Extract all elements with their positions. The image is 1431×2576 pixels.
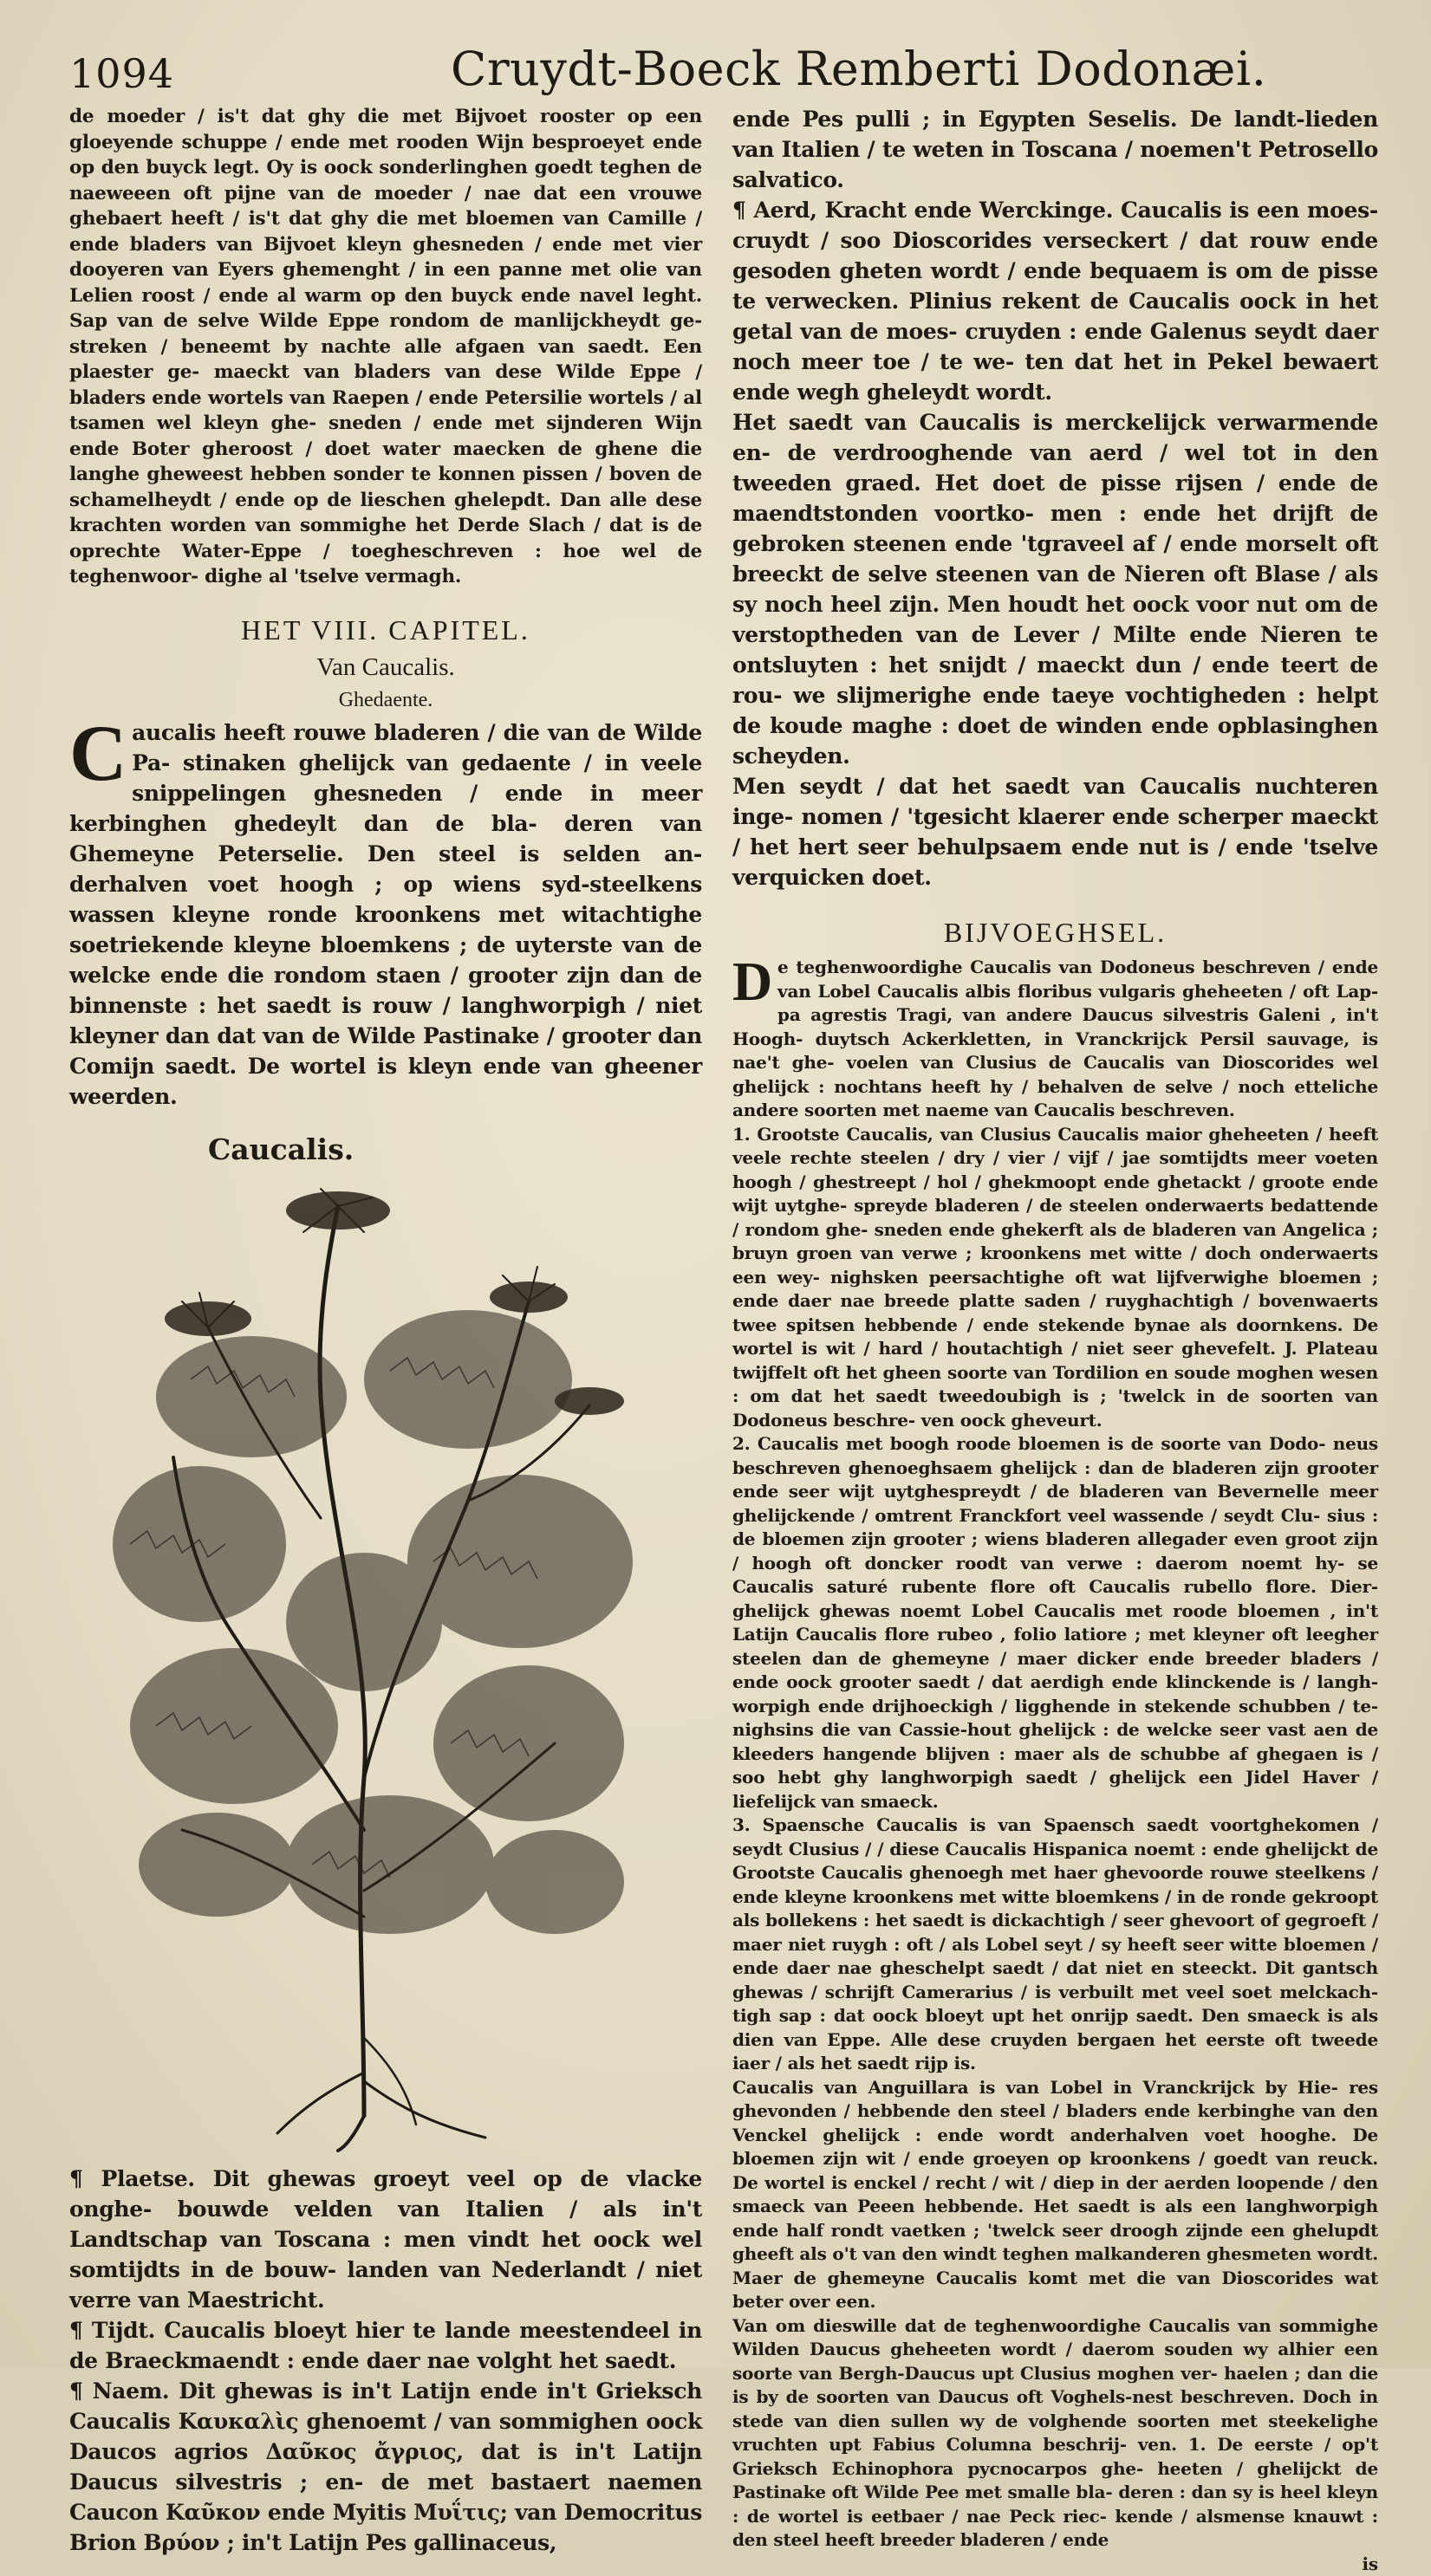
paragraph-1: 1. Grootste Caucalis, van Clusius Caucalis maior gheheeten / heeft veele rechte steelen / dry / vier / vijf / jae somtijdts meer voeten hoogh / ghestreept / hol / ghekmoopt ende ghetackt / groote ende wijt uytghe- spreyde bladeren / de steelen onderwaerts bedattende / rondom ghe- sneden ende ghekerft als de bladeren van Angelica ; bruyn groen van verwe ; kroonkens met witte / doch onderwaerts een wey- nighsken peersachtighe oft wat lijfverwighe bloemen ; ende daer nae breede platte saden / ruyghachtigh / bovenwaerts twee spitsen hebbende / ende stekende bynae als doornkens. De wortel is wit / hard / houtachtigh / niet seer ghevefelt. J. Plateau twijffelt oft het gheen soorte van Tordilion en soude moghen wesen : om dat het saedt tweedoubigh is ; 'twelck in de soorten van Dodoneus beschre- ven oock gheveurt. bbox=[732, 1123, 1378, 1433]
page-number: 1094 bbox=[69, 50, 174, 97]
drop-capital-d: D bbox=[732, 957, 772, 1006]
naem-continuation: ende Pes pulli ; in Egypten Seselis. De landt-lieden van Italien / te weten in Toscana / noemen't Petrosello salvatico. bbox=[732, 104, 1378, 195]
running-title: Cruydt-Boeck Remberti Dodonæi. bbox=[451, 42, 1266, 96]
left-column bbox=[69, 104, 702, 2558]
figure-caption: Caucalis. bbox=[208, 1132, 702, 1166]
chapter-heading: HET VIII. CAPITEL. bbox=[69, 614, 702, 646]
bijvoeghsel-intro-text: e teghenwoordighe Caucalis van Dodoneus beschreven / ende van Lobel Caucalis albis floribus vulgaris gheheeten / oft Lap- pa agrestis Tragi, van andere Daucus silvestris Galeni , in't Hoogh- duytsch Ackerkletten, in Vranckrijck Persil sauvage, is nae't ghe- voelen van Clusius de Caucalis van Dioscorides wel ghelijck : nochtans heeft hy / behalven de selve / noch etteliche andere soorten met naeme van Caucalis beschreven. bbox=[732, 957, 1378, 1120]
bijvoeghsel-intro bbox=[732, 956, 1378, 1123]
paragraph-3: 3. Spaensche Caucalis is van Spaensch saedt voortghekomen / seydt Clusius / / diese Caucalis Hispanica noemt : ende ghelijckt de Grootste Caucalis ghenoegh met haer ghevoorde rouwe steelkens / ende kleyne kroonkens met witte bloemkens / in de ronde gekroopt als bollekens : het saedt is dickachtigh / seer ghevoort of gegroeft / maer niet ruygh : oft / als Lobel seyt / sy heeft seer witte bloemen / ende daer nae gheschelpt saedt / dat niet en steeckt. Dit gantsch ghewas / schrijft Camerarius / is verbuilt met veel soet melckach- tigh sap : dat oock bloeyt upt het onrijp saedt. Den smaeck is als dien van Eppe. Alle dese cruyden bergaen het eerste oft tweede iaer / als het saedt rijp is. bbox=[732, 1814, 1378, 2076]
naem-paragraph: ¶ Naem. Dit ghewas is in't Latijn ende in't Grieksch Caucalis Καυκαλὶς ghenoemt / van sommighen oock Daucos agrios Δαῦκος ἄγριος, dat is in't Latijn Daucus silvestris ; en- de met bastaert naemen Caucon Καῦκον ende Myitis Μυΐτις; van Democritus Brion Βρύον ; in't Latijn Pes gallinaceus, bbox=[69, 2376, 702, 2558]
running-head bbox=[69, 42, 1369, 102]
caucalis-woodcut bbox=[69, 1171, 702, 2164]
catchword: is bbox=[732, 2553, 1378, 2576]
ghedaente-paragraph bbox=[69, 717, 702, 1112]
right-column bbox=[732, 104, 1378, 2576]
paragraph-4: Caucalis van Anguillara is van Lobel in Vranckrijck by Hie- res ghevonden / hebbende den steel / bladers ende kerbinghe van den Venckel ghelijck : ende wordt anderhalven voet hooghe. De bloemen zijn wit / ende groeyen op kroonkens / goedt van reuck. De wortel is enckel / recht / wit / diep in der aerden loopende / den smaeck van Peeen hebbende. Het saedt is als een langhworpigh ende half rondt vaetken ; 'twelck seer droogh zijnde een ghelupdt gheeft als o't van den windt teghen malkanderen ghesmeten wordt. Maer de ghemeyne Caucalis komt met die van Dioscorides wat beter over een. bbox=[732, 2076, 1378, 2314]
bijvoeghsel-heading: BIJVOEGHSEL. bbox=[732, 917, 1378, 949]
paragraph-5: Van om dieswille dat de teghenwoordighe Caucalis van sommighe Wilden Daucus gheheeten wordt / daerom souden wy alhier een soorte van Bergh-Daucus upt Clusius moghen ver- haelen ; dan die is by de soorten van Daucus oft Voghels-nest beschreven. Doch in stede van dien sullen wy de volghende soorten met steekelighe vruchten upt Fabius Columna beschrij- ven. 1. De eerste / op't Grieksch Echinophora pycnocarpos ghe- heeten / ghelijckt de Pastinake oft Wilde Pee met smalle bla- deren : dan sy is heel kleyn : de wortel is eetbaer / nae Peck riec- kende / alsmense knauwt : den steel heeft breeder bladeren / ende bbox=[732, 2314, 1378, 2553]
section-heading-ghedaente: Ghedaente. bbox=[69, 689, 702, 712]
intro-paragraph: de moeder / is't dat ghy die met Bijvoet rooster op een gloeyende schuppe / ende met rooden Wijn besproeyet ende op den buyck legt. Oy is oock sonderlinghen goedt teghen de naeweeen oft pijne van de moeder / nae dat een vrouwe ghebaert heeft / is't dat ghy die met bloemen van Camille / ende bladers van Bijvoet kleyn ghesneden / ende met vier dooyeren van Eyers ghemenght / in een panne met olie van Lelien roost / ende al warm op den buyck ende navel leght. Sap van de selve Wilde Eppe rondom de manlijckheydt ge- streken / beneemt by nachte alle afgaen van saedt. Een plaester ge- maeckt van bladers van dese Wilde Eppe / bladers ende wortels van Raepen / ende Petersilie wortels / al tsamen wel kleyn ghe- sneden / ende met sijnderen Wijn ende Boter gheroost / doet water maecken de ghene die langhe gheweest hebben sonder te konnen pissen / boven de schamelheydt / ende op de lieschen ghelepdt. Dan alle dese krachten worden van sommighe het Derde Slach / dat is de oprechte Water-Eppe / toegheschreven : hoe wel de teghenwoor- dighe al 'tselve vermagh. bbox=[69, 104, 702, 590]
ghedaente-text: aucalis heeft rouwe bladeren / die van de Wilde Pa- stinaken ghelijck van gedaente / in veele snippelingen ghesneden / ende in meer kerbinghen ghedeylt dan de bla- deren van Ghemeyne Peterselie. Den steel is selden an- derhalven voet hoogh ; op wiens syd-steelkens wassen kleyne ronde kroonkens met witachtighe soetriekende kleyne bloemkens ; de uyterste van de welcke ende die rondom staen / grooter zijn dan de binnenste : het saedt is rouw / langhworpigh / niet kleyner dan dat van de Wilde Pastinake / grooter dan Comijn saedt. De wortel is kleyn ende van gheener weerden. bbox=[69, 720, 702, 1109]
aerd-paragraph: ¶ Aerd, Kracht ende Werckinge. Caucalis is een moes- cruydt / soo Dioscorides verseckert / dat rouw ende gesoden gheten wordt / ende bequaem is om de pisse te verwecken. Plinius rekent de Caucalis oock in het getal van de moes- cruyden : ende Galenus seydt daer noch meer toe / te we- ten dat het in Pekel bewaert ende wegh gheleydt wordt. bbox=[732, 195, 1378, 407]
chapter-title: Van Caucalis. bbox=[69, 653, 702, 682]
paragraph-2: 2. Caucalis met boogh roode bloemen is de soorte van Dodo- neus beschreven ghenoeghsaem ghelijck : dan de bladeren zijn grooter ende seer wijt uytghespreydt / de bladeren van Bevernelle meer ghelijckende / omtrent Franckfort veel wassende / seydt Clu- sius : de bloemen zijn grooter ; wiens bladeren allegader even groot zijn / hoogh oft doncker roodt van verwe : daerom noemt hy- se Caucalis saturé rubente flore oft Caucalis rubello flore. Dier- ghelijck ghewas noemt Lobel Caucalis met roode bloemen , in't Latijn Caucalis flore rubeo , folio latiore ; met kleyner oft leegher steelen dan de ghemeyne / maer dicker ende breeder bladers / ende oock grooter saedt / dat aerdigh ende klinckende is / langh- worpigh ende drijhoeckigh / ligghende in stekende schubben / te- nighsins die van Cassie-hout ghelijck : de welcke seer vast aen de kleeders hangende blijven : maer als de schubbe af ghegaen is / soo hebt ghy langhworpigh saedt / ghelijck een Jidel Haver / liefelijck van smaeck. bbox=[732, 1432, 1378, 1814]
tijdt-paragraph: ¶ Tijdt. Caucalis bloeyt hier te lande meestendeel in de Braeckmaendt : ende daer nae volght het saedt. bbox=[69, 2315, 702, 2376]
saedt-paragraph: Het saedt van Caucalis is merckelijck verwarmende en- de verdrooghende van aerd / wel tot in den tweeden graed. Het doet de pisse rijsen / ende de maendtstonden voortko- men : ende het drijft de gebroken steenen ende 'tgraveel af / ende morselt oft breeckt de selve steenen van de Nieren oft Blase / als sy noch heel zijn. Men houdt het oock voor nut om de verstoptheden van de Lever / Milte ende Nieren te ontsluyten : het snijdt / maeckt dun / ende teert de rou- we slijmerighe ende taeye vochtigheden : helpt de koude maghe : doet de winden ende opblasinghen scheyden. bbox=[732, 407, 1378, 771]
plant-illustration bbox=[104, 1171, 676, 2151]
drop-capital: C bbox=[69, 719, 127, 787]
plaetse-paragraph: ¶ Plaetse. Dit ghewas groeyt veel op de vlacke onghe- bouwde velden van Italien / als in't Landtschap van Toscana : men vindt het oock wel somtijdts in de bouw- landen van Nederlandt / niet verre van Maestricht. bbox=[69, 2164, 702, 2315]
seydt-paragraph: Men seydt / dat het saedt van Caucalis nuchteren inge- nomen / 'tgesicht klaerer ende scherper maeckt / het hert seer behulpsaem ende nut is / ende 'tselve verquicken doet. bbox=[732, 771, 1378, 892]
